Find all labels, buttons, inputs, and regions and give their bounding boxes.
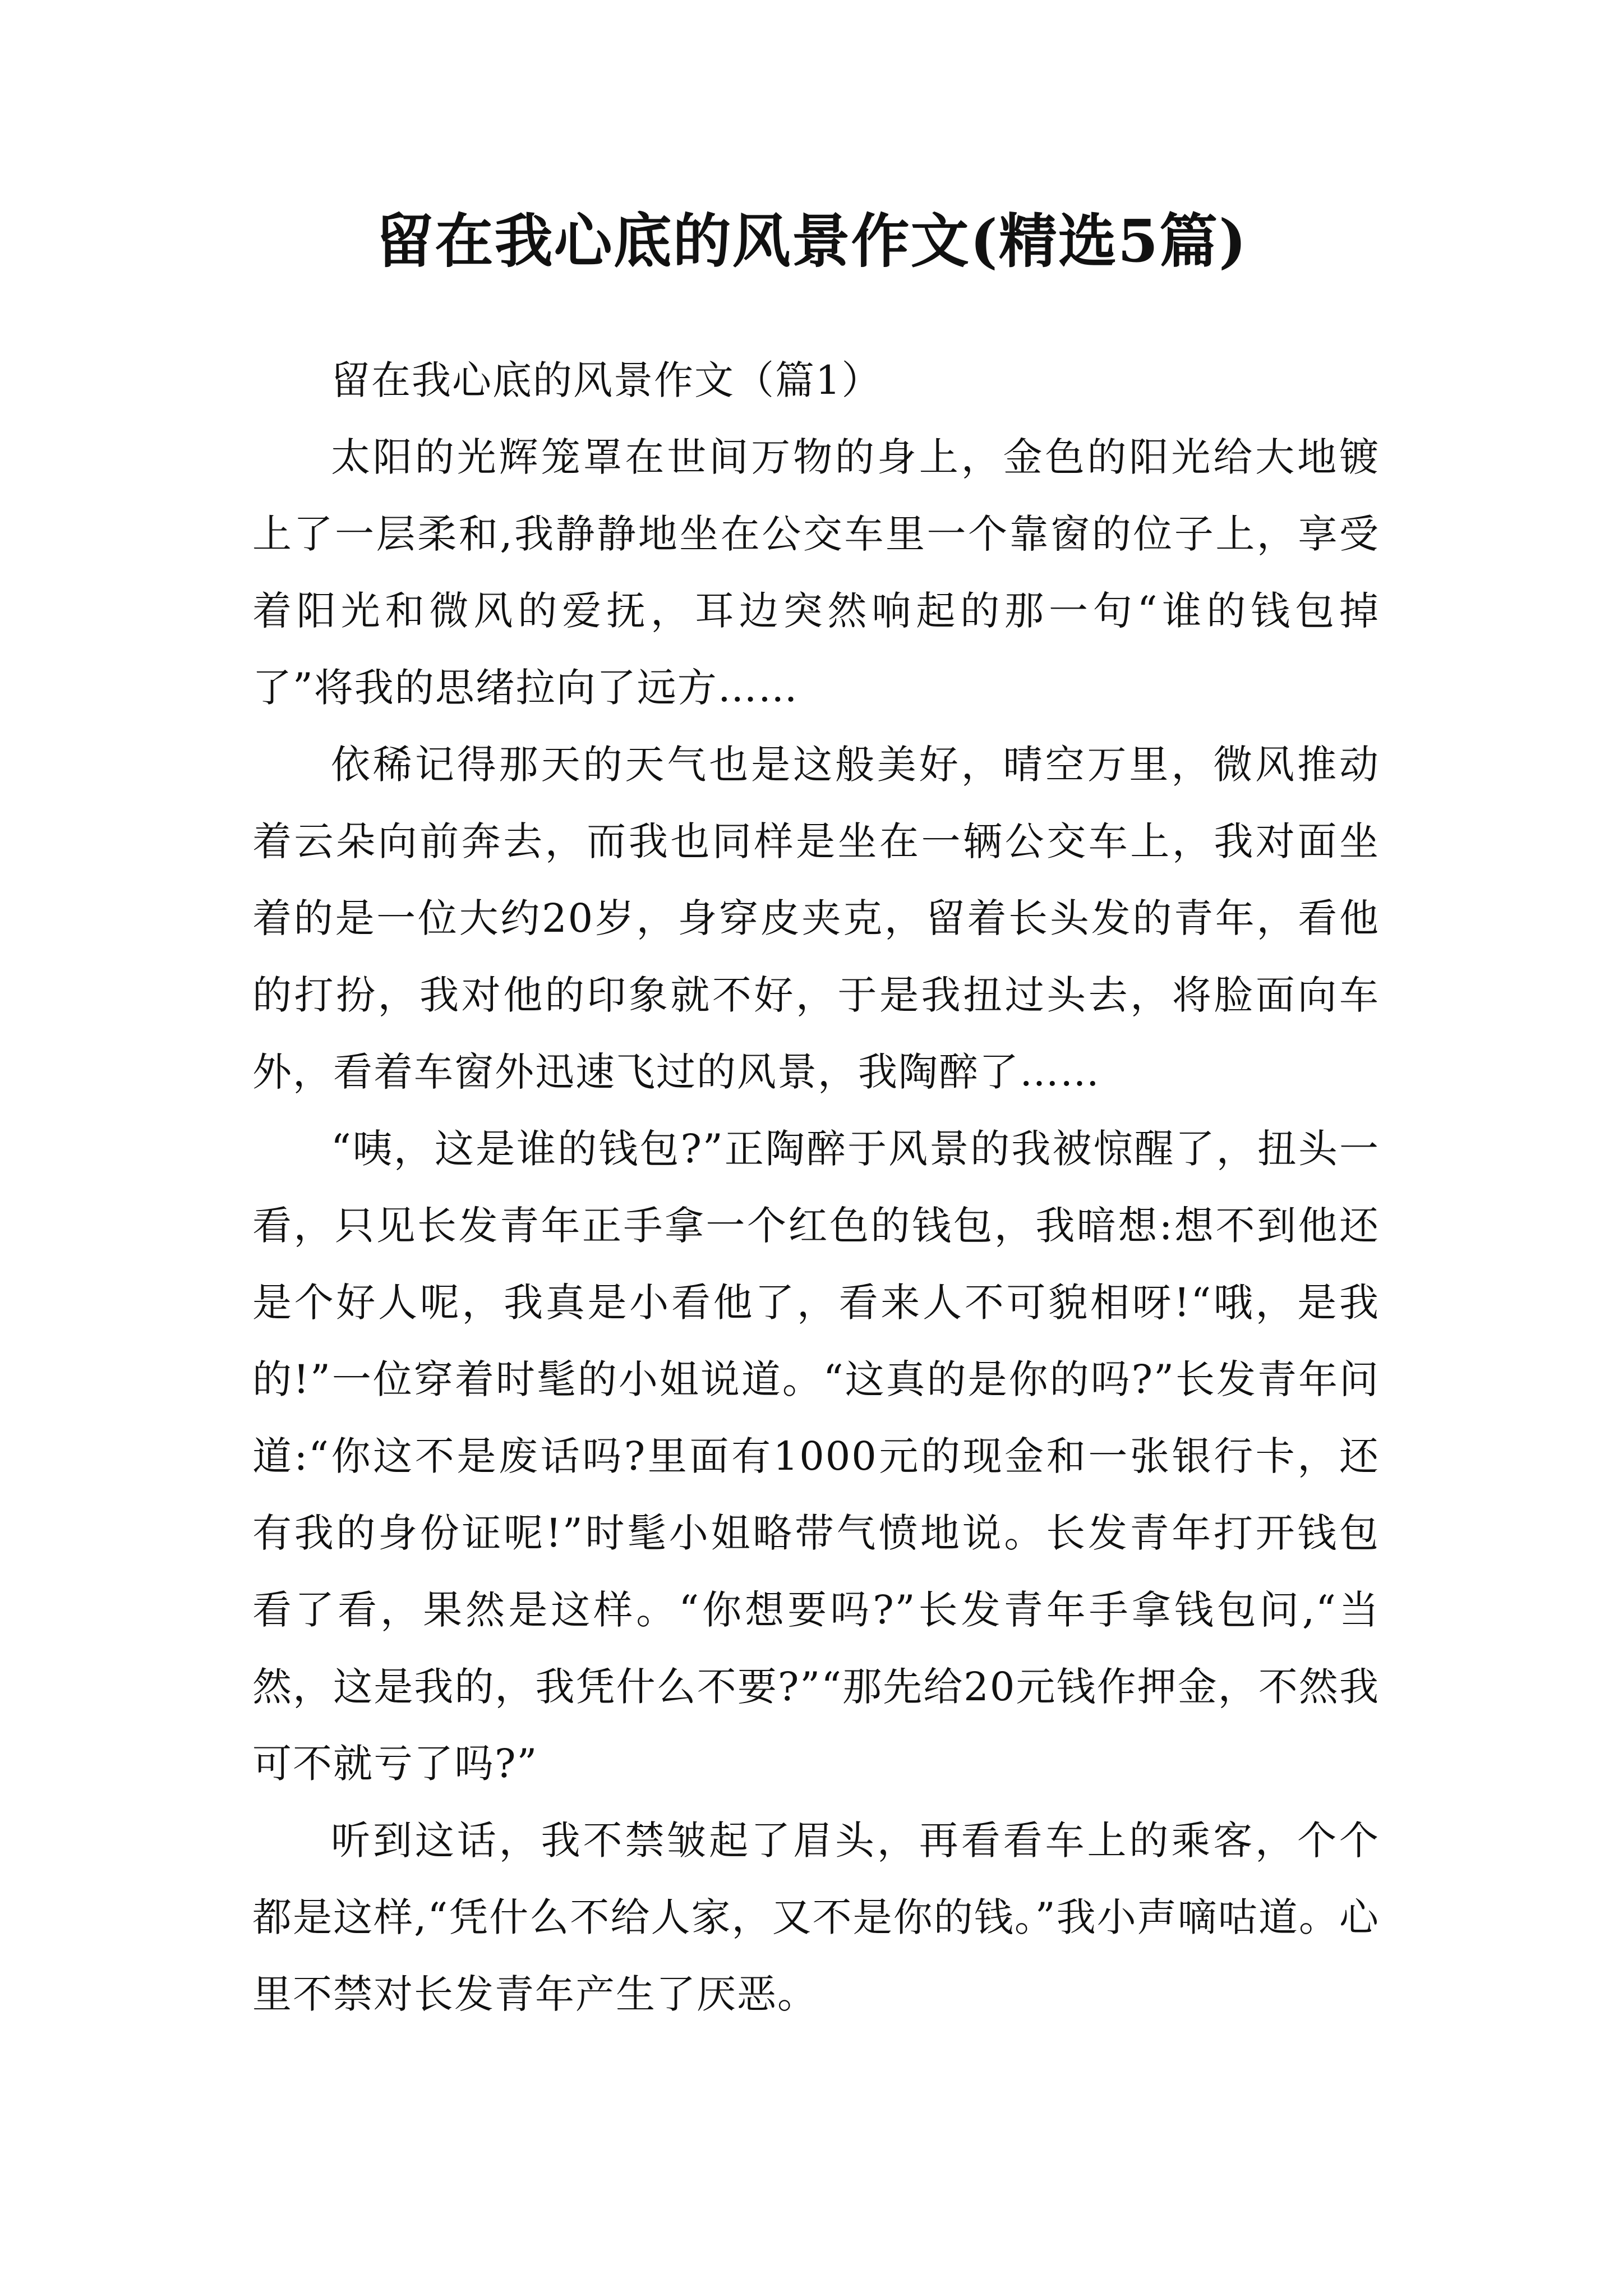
document-body: [252, 342, 1380, 2033]
paragraph-3: “咦，这是谁的钱包?”正陶醉于风景的我被惊醒了，扭头一看，只见长发青年正手拿一个红色的钱包，我暗想:想不到他还是个好人呢，我真是小看他了，看来人不可貌相呀!“哦，是我的!”一位穿着时髦的小姐说道。“这真的是你的吗?”长发青年问道:“你这不是废话吗?里面有1000元的现金和一张银行卡，还有我的身份证呢!”时髦小姐略带气愤地说。长发青年打开钱包看了看，果然是这样。“你想要吗?”长发青年手拿钱包问,“当然，这是我的，我凭什么不要?”“那先给20元钱作押金，不然我可不就亏了吗?”: [252, 1126, 1380, 1787]
document-title: 留在我心底的风景作文(精选5篇): [375, 206, 1248, 275]
paragraph-1: 太阳的光辉笼罩在世间万物的身上，金色的阳光给大地镀上了一层柔和,我静静地坐在公交车里一个靠窗的位子上，享受着阳光和微风的爱抚，耳边突然响起的那一句“谁的钱包掉了”将我的思绪拉向了远方……: [252, 434, 1380, 711]
section-heading: 留在我心底的风景作文（篇1）: [331, 357, 882, 403]
paragraph-4: 听到这话，我不禁皱起了眉头，再看看车上的乘客，个个都是这样,“凭什么不给人家，又不是你的钱。”我小声嘀咕道。心里不禁对长发青年产生了厌恶。: [252, 1818, 1380, 2017]
paragraph-2: 依稀记得那天的天气也是这般美好，晴空万里，微风推动着云朵向前奔去，而我也同样是坐在一辆公交车上，我对面坐着的是一位大约20岁，身穿皮夹克，留着长头发的青年，看他的打扮，我对他的印象就不好，于是我扭过头去，将脸面向车外，看着车窗外迅速飞过的风景，我陶醉了……: [252, 742, 1380, 1095]
